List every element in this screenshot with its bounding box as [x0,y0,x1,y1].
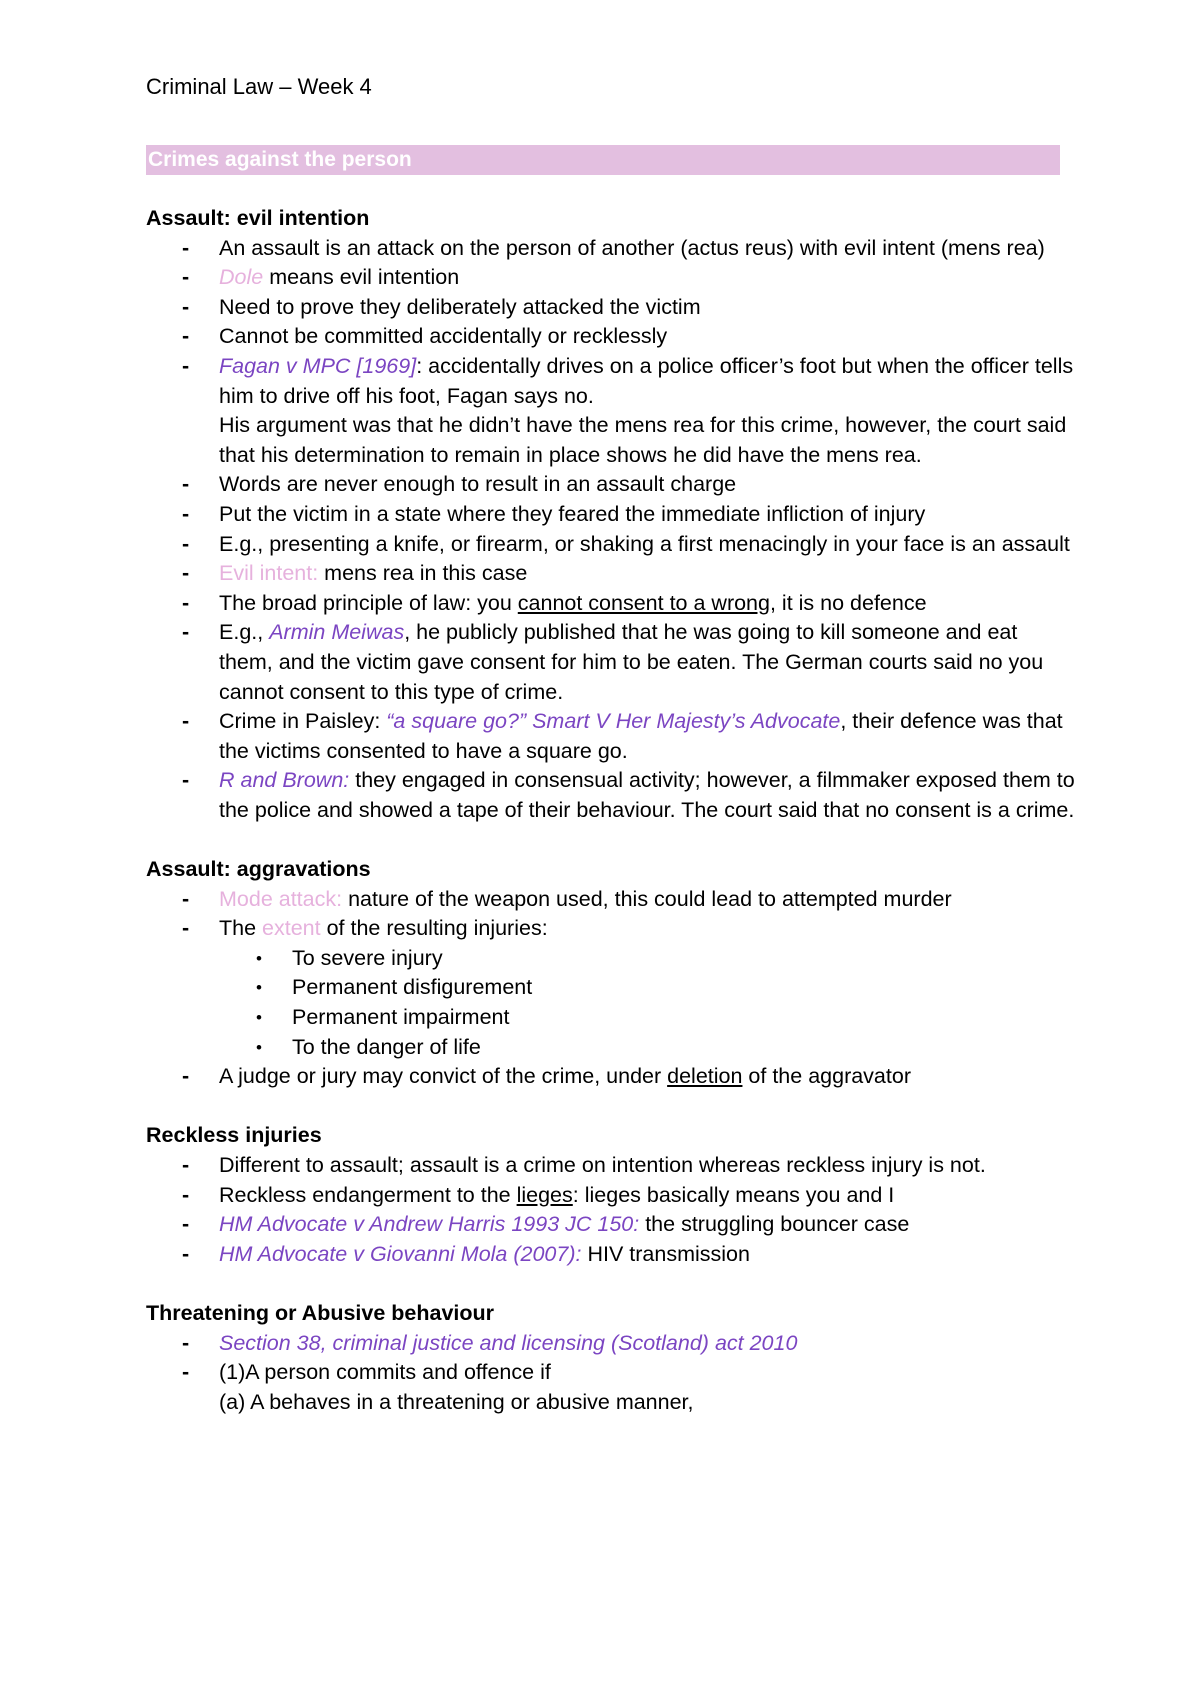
legal-term: extent [262,916,321,941]
list-item [146,322,1076,352]
document-title: Criminal Law – Week 4 [146,74,372,99]
list-item [146,1329,1076,1359]
item-text: E.g., [219,620,270,645]
bullet-list [146,234,1076,826]
item-text: , their defence was that the victims consented to have a square go. [219,709,1063,763]
section-heading: Threatening or Abusive behaviour [146,1300,495,1325]
item-text: Different to assault; assault is a crime on intention whereas reckless injury is not. [219,1153,986,1177]
item-text: An assault is an attack on the person of another (actus reus) with evil intent (mens rea) [219,235,1045,260]
list-item [146,589,1076,619]
list-item [146,1240,1076,1270]
item-text: Cannot be committed accidentally or recklessly [219,324,668,349]
bullet-list [146,885,1076,1092]
list-item [146,530,1076,560]
item-text: Need to prove they deliberately attacked the victim [219,294,701,319]
section-assault-evil-intention [146,204,1076,825]
item-text: means evil intention [263,265,460,290]
section-heading: Assault: evil intention [146,206,370,230]
item-text: Crime in Paisley: [219,709,387,734]
item-continuation: (a) A behaves in a threatening or abusive manner, [219,1389,694,1414]
list-item [146,1181,1076,1211]
list-item [146,559,1076,589]
item-text: mens rea in this case [318,561,528,586]
item-text: Put the victim in a state where they feared the immediate infliction of injury [219,501,926,526]
list-item [146,234,1076,264]
underlined-phrase: cannot consent to a wrong [517,590,770,615]
item-text: , he publicly published that he was going to kill someone and eat them, and the victim gave consent for him to be eaten. The German courts said no you cannot consent to this type of crime. [219,620,1044,704]
list-item [146,885,1076,915]
case-citation: Armin Meiwas [269,620,405,645]
case-citation: R and Brown: [219,768,350,793]
sub-list-item: • Permanent impairment [219,1003,1076,1033]
section-banner: Crimes against the person [146,145,1060,175]
item-text: HIV transmission [581,1241,750,1266]
item-text: : lieges basically means you and I [572,1182,895,1207]
list-item [146,1062,1076,1092]
item-text: The broad principle of law: you [219,590,518,615]
legal-term: Evil intent: [219,561,319,586]
statute-citation: Section 38, criminal justice and licensing (Scotland) act 2010 [219,1330,798,1355]
item-text: , it is no defence [769,590,927,615]
item-text: Reckless endangerment to the [219,1182,517,1207]
sub-list-item: • To severe injury [219,944,1076,974]
underlined-phrase: deletion [667,1064,743,1089]
list-item [146,293,1076,323]
list-item [146,707,1076,766]
underlined-phrase: lieges [516,1182,573,1207]
item-text: A judge or jury may convict of the crime, under [219,1064,668,1089]
item-continuation: His argument was that he didn’t have the mens rea for this crime, however, the court said that his determination to remain in place shows he did have the mens rea. [219,413,1067,467]
sub-list-item: • To the danger of life [219,1033,1076,1063]
item-text: : accidentally drives on a police officer’s foot but when the officer tells him to drive off his foot, Fagan says no. [219,353,1074,408]
section-heading: Assault: aggravations [146,857,371,882]
case-citation: HM Advocate v Giovanni Mola (2007): [219,1241,582,1266]
sub-bullet-list [219,944,1076,1062]
section-reckless-injuries [146,1121,1076,1269]
item-text: The [219,916,263,941]
list-item [146,500,1076,530]
case-citation: HM Advocate v Andrew Harris 1993 JC 150: [219,1212,640,1237]
bullet-list [146,1151,1076,1269]
case-citation: “a square go?” Smart V Her Majesty’s Advocate [386,709,841,734]
list-item [146,1151,1076,1181]
sub-list-item: • Permanent disfigurement [219,973,1076,1003]
item-text: (1)A person commits and offence if [219,1360,551,1385]
list-item [146,914,1076,1062]
legal-term: Dole [219,265,264,290]
list-item [146,766,1076,825]
item-text: Words are never enough to result in an assault charge [219,472,737,497]
case-citation: Fagan v MPC [1969] [219,353,417,378]
item-text: E.g., presenting a knife, or firearm, or shaking a first menacingly in your face is an assault [219,531,1070,556]
item-text: of the aggravator [742,1064,911,1089]
list-item [146,1358,1076,1417]
list-item [146,1210,1076,1240]
section-heading: Reckless injuries [146,1123,322,1148]
list-item [146,618,1076,707]
item-text: they engaged in consensual activity; however, a filmmaker exposed them to the police and showed a tape of their behaviour. The court said that no consent is a crime. [219,768,1075,822]
list-item [146,352,1076,470]
section-threatening-behaviour [146,1299,1076,1417]
item-text: nature of the weapon used, this could lead to attempted murder [342,886,952,911]
list-item [146,470,1076,500]
legal-term: Mode attack: [219,886,343,911]
bullet-list [146,1329,1076,1418]
item-text: the struggling bouncer case [639,1212,910,1237]
section-assault-aggravations [146,855,1076,1092]
list-item [146,263,1076,293]
document-body [146,204,1076,1417]
item-text: of the resulting injuries: [320,916,548,941]
